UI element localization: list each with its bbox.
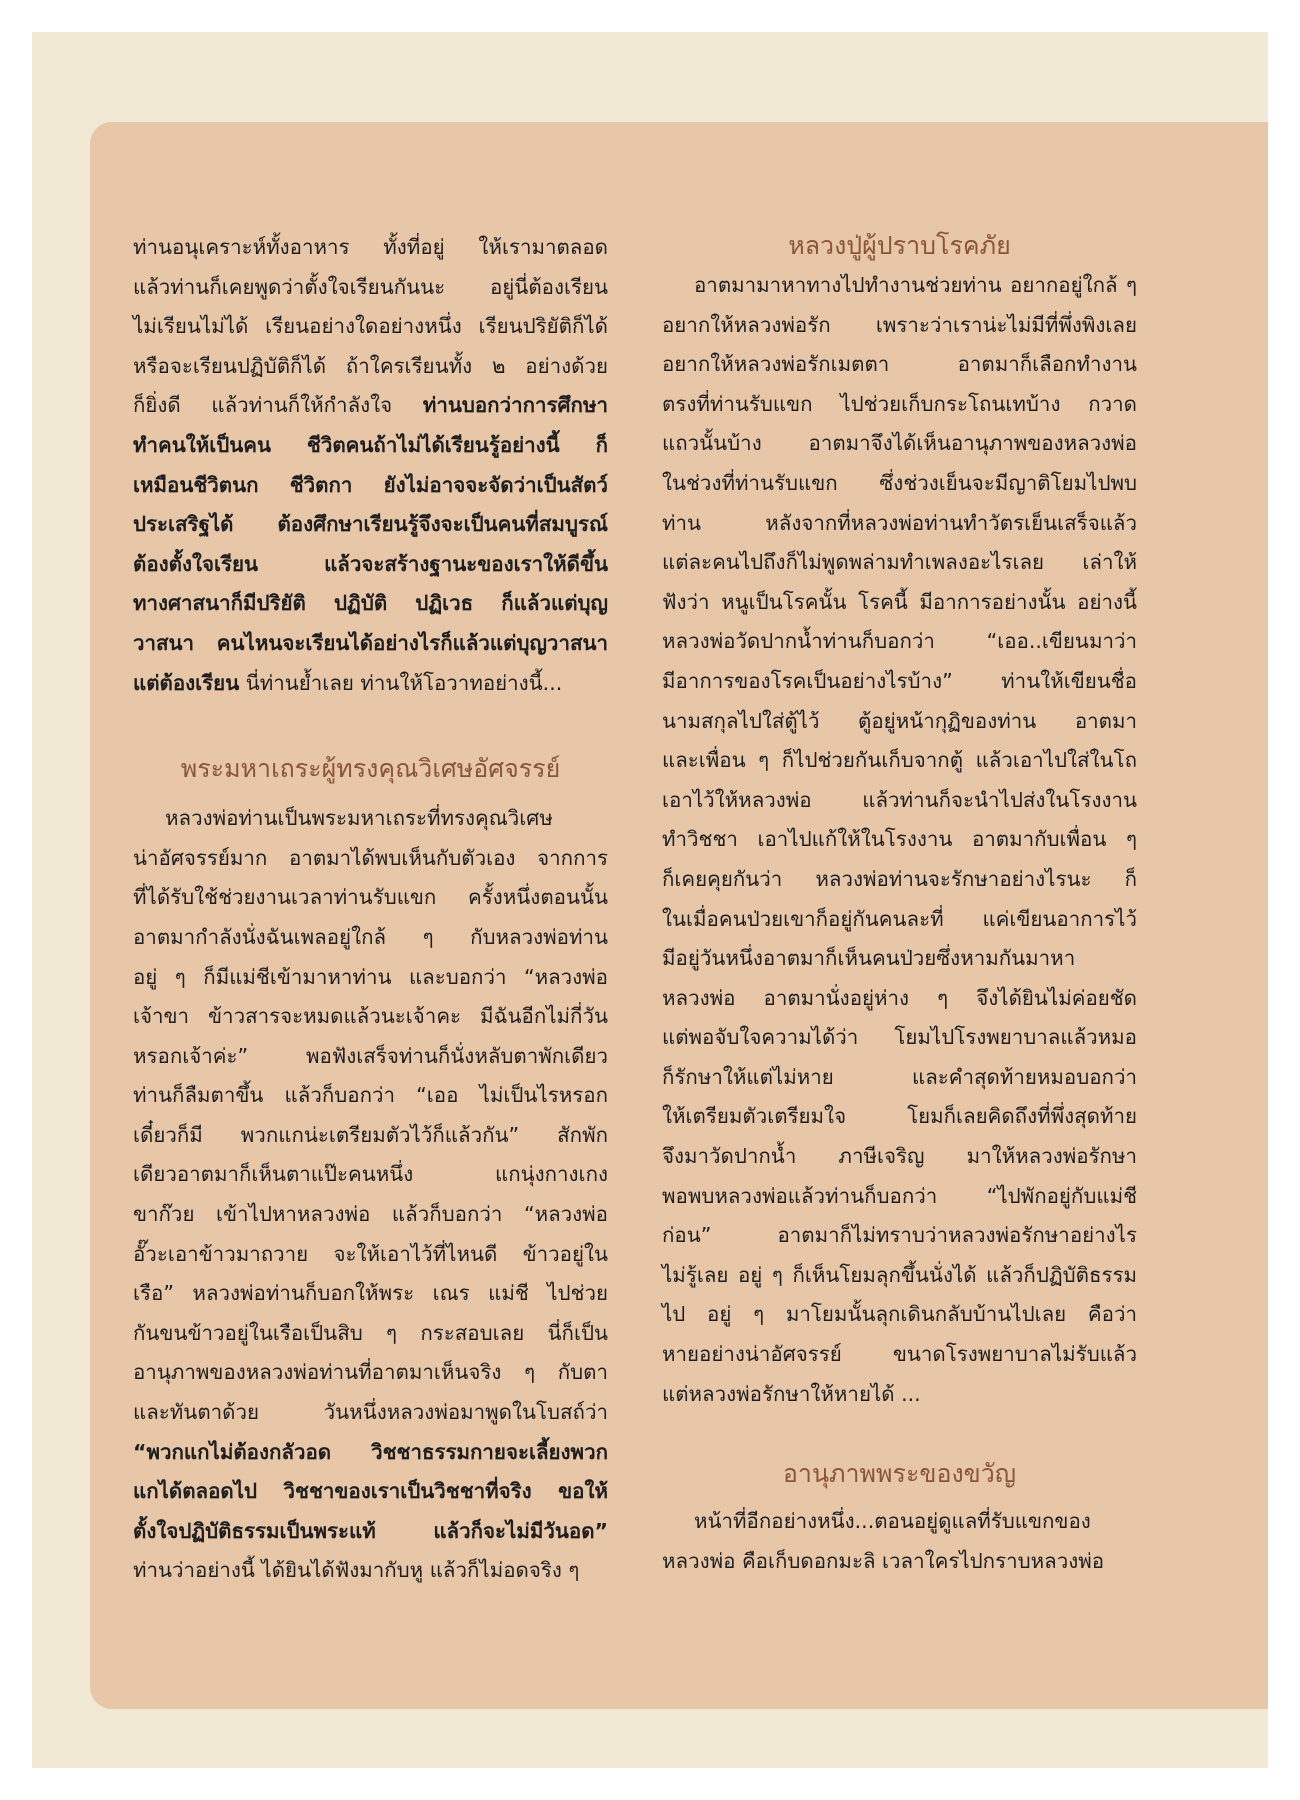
text-line: หลวงพ่อ อาตมานั่งอยู่ห่าง ๆ จึงได้ยินไม่ค่อยชัด: [662, 985, 1137, 1010]
text-line: ประเสริฐได้ ต้องศึกษาเรียนรู้จึงจะเป็นคนที่สมบูรณ์: [133, 512, 608, 537]
text-line: ก็ยิ่งดี แล้วท่านก็ให้กำลังใจ ท่านบอกว่าการศึกษา: [133, 393, 608, 418]
text-line: ที่ได้รับใช้ช่วยงานเวลาท่านรับแขก ครั้งหนึ่งตอนนั้น: [133, 885, 608, 910]
text-line: ไม่รู้เลย อยู่ ๆ ก็เห็นโยมลุกขึ้นนั่งได้ แล้วก็ปฏิบัติธรรม: [662, 1262, 1137, 1287]
left-paragraph-2: [133, 799, 608, 1591]
text-line: ให้เตรียมตัวเตรียมใจ โยมก็เลยคิดถึงที่พึ่งสุดท้าย: [662, 1104, 1137, 1129]
text-line: มีอาการของโรคเป็นอย่างไรบ้าง” ท่านให้เขียนชื่อ: [662, 668, 1137, 693]
text-line: นามสกุลไปใส่ตู้ไว้ ตู้อยู่หน้ากุฏิของท่าน อาตมา: [662, 708, 1137, 733]
text-line: เดียวอาตมาก็เห็นตาแป๊ะคนหนึ่ง แกนุ่งกางเกง: [133, 1162, 608, 1187]
text-line: เหมือนชีวิตนก ชีวิตกา ยังไม่อาจจะจัดว่าเป็นสัตว์: [133, 472, 608, 497]
text-line: หลวงพ่อวัดปากน้ำท่านก็บอกว่า “เออ..เขียนมาว่า: [662, 629, 1137, 654]
text-line: ไม่เรียนไม่ได้ เรียนอย่างใดอย่างหนึ่ง เรียนปริยัติก็ได้: [133, 314, 608, 339]
text-line: เจ้าขา ข้าวสารจะหมดแล้วนะเจ้าคะ มีฉันอีกไม่กี่วัน: [133, 1004, 608, 1029]
text-line: ไป อยู่ ๆ มาโยมนั้นลุกเดินกลับบ้านไปเลย คือว่า: [662, 1302, 1137, 1327]
text-line: หรือจะเรียนปฏิบัติก็ได้ ถ้าใครเรียนทั้ง ๒ อย่างด้วย: [133, 353, 608, 378]
section-heading: หลวงปู่ผู้ปราบโรคภัย: [788, 231, 1011, 260]
text-line: แกได้ตลอดไป วิชชาของเราเป็นวิชชาที่จริง ขอให้: [133, 1479, 608, 1504]
text-line: ท่านก็ลืมตาขึ้น แล้วก็บอกว่า “เออ ไม่เป็นไรหรอก: [133, 1083, 608, 1108]
text-line: น่าอัศจรรย์มาก อาตมาได้พบเห็นกับตัวเอง จากการ: [133, 845, 608, 870]
text-line: พอพบหลวงพ่อแล้วท่านก็บอกว่า “ไปพักอยู่กับแม่ชี: [662, 1183, 1137, 1208]
text-line: ในช่วงที่ท่านรับแขก ซึ่งช่วงเย็นจะมีญาติโยมไปพบ: [662, 470, 1137, 495]
text-line: อาตมากำลังนั่งฉันเพลอยู่ใกล้ ๆ กับหลวงพ่อท่าน: [133, 924, 608, 949]
text-line: อยากให้หลวงพ่อรักเมตตา อาตมาก็เลือกทำงาน: [662, 352, 1137, 377]
text-line: ก็เคยคุยกันว่า หลวงพ่อท่านจะรักษาอย่างไรนะ ก็: [662, 866, 1137, 891]
text-line: ขาก๊วย เข้าไปหาหลวงพ่อ แล้วก็บอกว่า “หลวงพ่อ: [133, 1202, 608, 1227]
text-line: ทางศาสนาก็มีปริยัติ ปฏิบัติ ปฏิเวธ ก็แล้วแต่บุญ: [133, 591, 608, 616]
text-line: จึงมาวัดปากน้ำ ภาษีเจริญ มาให้หลวงพ่อรักษา: [662, 1144, 1137, 1169]
text-line: “พวกแกไม่ต้องกลัวอด วิชชาธรรมกายจะเลี้ยงพวก: [133, 1439, 608, 1464]
text-line: และเพื่อน ๆ ก็ไปช่วยกันเก็บจากตู้ แล้วเอาไปใส่ในโถ: [662, 748, 1137, 773]
text-line: อั๊วะเอาข้าวมาถวาย จะให้เอาไว้ที่ไหนดี ข้าวอยู่ใน: [133, 1241, 608, 1266]
text-line: หลวงพ่อ คือเก็บดอกมะลิ เวลาใครไปกราบหลวงพ่อ: [662, 1548, 1105, 1573]
text-line: แต่ต้องเรียน นี่ท่านย้ำเลย ท่านให้โอวาทอย่างนี้...: [133, 670, 563, 695]
text-line: ท่านอนุเคราะห์ทั้งอาหาร ทั้งที่อยู่ ให้เรามาตลอด: [133, 235, 608, 259]
text-line: เดี๋ยวก็มี พวกแกน่ะเตรียมตัวไว้ก็แล้วกัน” สักพัก: [133, 1122, 608, 1147]
text-line: อานุภาพของหลวงพ่อท่านที่อาตมาเห็นจริง ๆ กับตา: [133, 1360, 608, 1385]
text-line: หรอกเจ้าค่ะ” พอฟังเสร็จท่านก็นั่งหลับตาพักเดียว: [133, 1043, 608, 1068]
text-line: ท่านว่าอย่างนี้ ได้ยินได้ฟังมากับหู แล้วก็ไม่อดจริง ๆ: [133, 1558, 580, 1583]
text-line: ต้องตั้งใจเรียน แล้วจะสร้างฐานะของเราให้ดีขึ้น: [133, 551, 608, 576]
text-line: แล้วท่านก็เคยพูดว่าตั้งใจเรียนกันนะ อยู่นี่ต้องเรียน: [133, 274, 608, 299]
text-line: แต่ละคนไปถึงก็ไม่พูดพล่ามทำเพลงอะไรเลย เล่าให้: [662, 550, 1137, 575]
text-line: แต่หลวงพ่อรักษาให้หายได้ ...: [662, 1381, 921, 1406]
right-column: [662, 266, 1137, 1581]
right-paragraph-1: [662, 266, 1137, 1414]
text-line: แต่พอจับใจความได้ว่า โยมไปโรงพยาบาลแล้วหมอ: [662, 1025, 1137, 1050]
text-line: ท่าน หลังจากที่หลวงพ่อท่านทำวัตรเย็นเสร็จแล้ว: [662, 510, 1137, 535]
text-line: หลวงพ่อท่านเป็นพระมหาเถระที่ทรงคุณวิเศษ: [165, 806, 553, 831]
text-line: อาตมามาหาทางไปทำงานช่วยท่าน อยากอยู่ใกล้ ๆ: [694, 273, 1137, 297]
text-line: หายอย่างน่าอัศจรรย์ ขนาดโรงพยาบาลไม่รับแล้ว: [662, 1342, 1137, 1367]
text-line: ทำคนให้เป็นคน ชีวิตคนถ้าไม่ได้เรียนรู้อย่างนี้ ก็: [133, 432, 608, 457]
text-line: อยู่ ๆ ก็มีแม่ชีเข้ามาหาท่าน และบอกว่า “หลวงพ่อ: [133, 964, 608, 989]
text-line: หน้าที่อีกอย่างหนึ่ง...ตอนอยู่ดูแลที่รับแขกของ: [694, 1509, 1091, 1534]
section-heading: พระมหาเถระผู้ทรงคุณวิเศษอัศจรรย์: [180, 754, 561, 784]
text-line: ก่อน” อาตมาก็ไม่ทราบว่าหลวงพ่อรักษาอย่างไร: [662, 1223, 1137, 1248]
text-line: ในเมื่อคนป่วยเขาก็อยู่กันคนละที่ แค่เขียนอาการไว้: [662, 906, 1137, 931]
text-line: ตรงที่ท่านรับแขก ไปช่วยเก็บกระโถนเทบ้าง กวาด: [662, 391, 1137, 416]
right-paragraph-2: [662, 1502, 1137, 1581]
text-line: แถวนั้นบ้าง อาตมาจึงได้เห็นอานุภาพของหลวงพ่อ: [662, 431, 1137, 456]
text-line: ฟังว่า หนูเป็นโรคนั้น โรคนี้ มีอาการอย่างนั้น อย่างนี้: [662, 589, 1137, 614]
text-line: เรือ” หลวงพ่อท่านก็บอกให้พระ เณร แม่ชี ไปช่วย: [133, 1281, 608, 1306]
left-column: [133, 228, 608, 1591]
text-line: อยากให้หลวงพ่อรัก เพราะว่าเราน่ะไม่มีที่พึ่งพิงเลย: [662, 312, 1137, 337]
text-line: วาสนา คนไหนจะเรียนได้อย่างไรก็แล้วแต่บุญวาสนา: [133, 630, 608, 655]
text-line: และทันตาด้วย วันหนึ่งหลวงพ่อมาพูดในโบสถ์ว่า: [133, 1400, 608, 1425]
text-line: ตั้งใจปฏิบัติธรรมเป็นพระแท้ แล้วก็จะไม่มีวันอด”: [133, 1518, 608, 1543]
text-line: มีอยู่วันหนึ่งอาตมาก็เห็นคนป่วยซึ่งหามกันมาหา: [662, 946, 1076, 971]
section-heading: อานุภาพพระของขวัญ: [782, 1459, 1017, 1489]
text-line: ทำวิชชา เอาไปแก้ให้ในโรงงาน อาตมากับเพื่อน ๆ: [662, 827, 1137, 852]
text-line: เอาไว้ให้หลวงพ่อ แล้วท่านก็จะนำไปส่งในโรงงาน: [662, 787, 1137, 812]
text-line: กันขนข้าวอยู่ในเรือเป็นสิบ ๆ กระสอบเลย นี่ก็เป็น: [133, 1320, 608, 1345]
text-line: ก็รักษาให้แต่ไม่หาย และคำสุดท้ายหมอบอกว่า: [662, 1064, 1137, 1089]
left-paragraph-1: [133, 228, 608, 703]
